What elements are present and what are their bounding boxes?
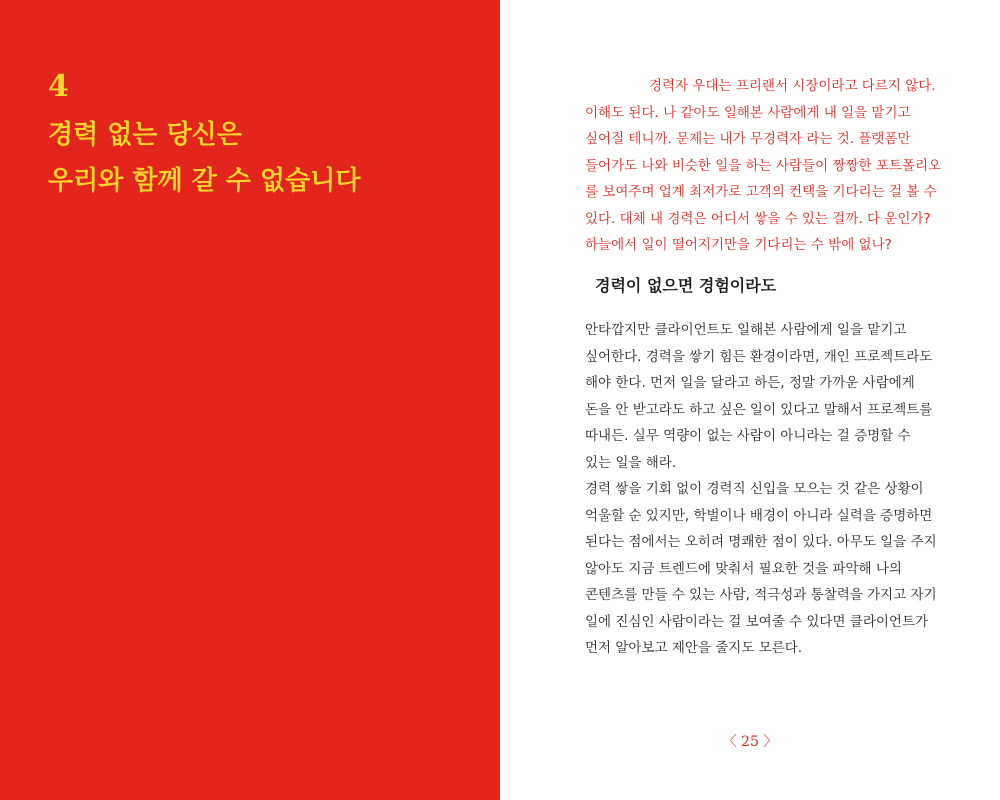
body-line: 된다는 점에서는 오히려 명쾌한 점이 있다. 아무도 일을 주지 <box>585 534 937 550</box>
body-line: 해야 한다. 먼저 일을 달라고 하든, 정말 가까운 사람에게 <box>585 375 915 391</box>
intro-line: 싶어질 테니까. 문제는 내가 무경력자 라는 것. 플랫폼만 <box>585 131 911 147</box>
body-line: 일에 진심인 사람이라는 걸 보여줄 수 있다면 클라이언트가 <box>585 613 929 630</box>
body-line: 억울할 순 있지만, 학벌이나 배경이 아니라 실력을 증명하면 <box>585 507 933 524</box>
intro-line: 들어가도 나와 비슷한 일을 하는 사람들이 짱짱한 포트폴리오 <box>585 157 942 174</box>
body-line: 안타깝지만 클라이언트도 일해본 사람에게 일을 맡기고 <box>585 322 907 338</box>
intro-line: 있다. 대체 내 경력은 어디서 쌓을 수 있는 걸까. 다 운인가? <box>585 210 931 227</box>
body-line: 먼저 알아보고 제안을 줄지도 모른다. <box>585 640 803 656</box>
body-line: 콘텐츠를 만들 수 있는 사람, 적극성과 통찰력을 가지고 자기 <box>585 587 937 603</box>
intro-line: 를 보여주며 업계 최저가로 고객의 컨택을 기다리는 걸 볼 수 <box>585 184 937 200</box>
body-line: 싶어한다. 경력을 쌓기 힘든 환경이라면, 개인 프로젝트라도 <box>585 348 933 365</box>
chapter-title <box>48 112 488 204</box>
chapter-title-line: 우리와 함께 갈 수 없습니다 <box>48 166 361 196</box>
chapter-title-line: 경력 없는 당신은 <box>48 120 242 150</box>
body-paragraph <box>585 317 955 662</box>
intro-line: 하늘에서 일이 떨어지기만을 기다리는 수 밖에 없나? <box>585 237 892 253</box>
body-line: 있는 일을 해라. <box>585 454 677 471</box>
body-line: 경력 쌓을 기회 없이 경력직 신입을 모으는 것 같은 상황이 <box>585 481 924 497</box>
intro-line: 경력자 우대는 프리랜서 시장이라고 다르지 않다. <box>649 78 936 94</box>
intro-line: 이해도 된다. 나 같아도 일해본 사람에게 내 일을 맡기고 <box>585 104 911 121</box>
page-number: 〈 25 〉 <box>722 734 778 750</box>
body-line: 따내든. 실무 역량이 없는 사람이 아니라는 걸 증명할 수 <box>585 428 911 444</box>
intro-paragraph <box>585 73 945 259</box>
body-line: 돈을 안 받고라도 하고 싶은 일이 있다고 말해서 프로젝트를 <box>585 401 933 418</box>
section-heading: 경력이 없으면 경험이라도 <box>595 276 777 295</box>
body-line: 않아도 지금 트렌드에 맞춰서 필요한 것을 파악해 나의 <box>585 560 902 577</box>
text-page <box>500 0 1000 800</box>
chapter-number: 4 <box>48 69 69 104</box>
